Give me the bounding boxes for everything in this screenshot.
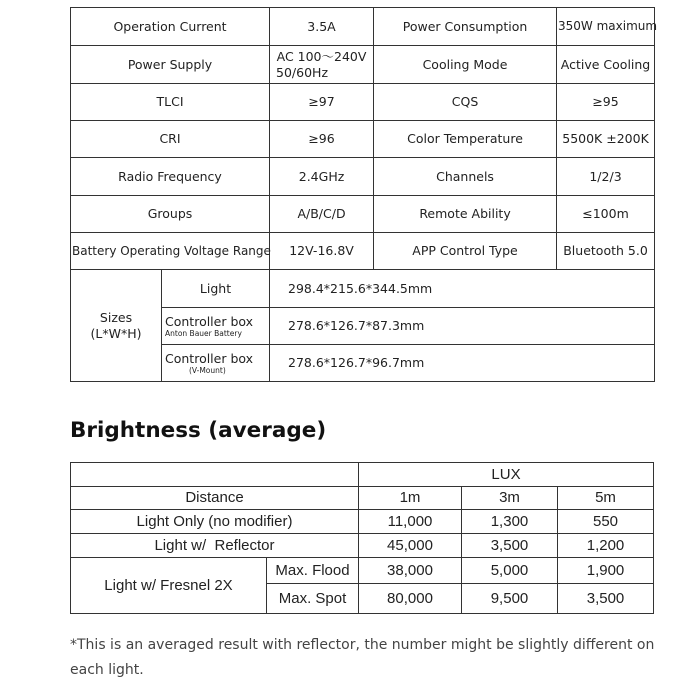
fresnel-flood-1m: 38,000 — [359, 558, 462, 584]
spec-row-sizes — [71, 270, 655, 308]
power-supply-voltage: AC 100～240V — [276, 48, 367, 64]
spec-value-cqs: ≥95 — [557, 84, 655, 121]
spec-label-sizes — [71, 270, 162, 382]
brightness-distance-row — [71, 487, 654, 510]
size-label-controller-vm — [162, 345, 270, 382]
spec-value-channels: 1/2/3 — [557, 158, 655, 196]
spec-row — [71, 196, 655, 233]
power-supply-frequency: 50/60Hz — [276, 64, 328, 80]
reflector-3m: 3,500 — [462, 534, 558, 558]
distance-label: Distance — [71, 487, 359, 510]
spec-value-cri: ≥96 — [270, 121, 374, 158]
size-label-controller-ab — [162, 308, 270, 345]
fresnel-spot-1m: 80,000 — [359, 584, 462, 614]
reflector-1m: 45,000 — [359, 534, 462, 558]
spec-row — [71, 233, 655, 270]
spec-row — [71, 84, 655, 121]
fresnel-spot-5m: 3,500 — [558, 584, 654, 614]
fresnel-spot-label: Max. Spot — [267, 584, 359, 614]
brightness-corner-cell — [71, 463, 359, 487]
distance-3m: 3m — [462, 487, 558, 510]
spec-value-remote-ability: ≤100m — [557, 196, 655, 233]
light-only-5m: 550 — [558, 510, 654, 534]
spec-value-cooling-mode: Active Cooling — [557, 46, 655, 84]
brightness-unit-row — [71, 463, 654, 487]
brightness-row-reflector — [71, 534, 654, 558]
reflector-5m: 1,200 — [558, 534, 654, 558]
controller-box-label: Controller box — [165, 314, 254, 330]
controller-box-battery-type: Anton Bauer Battery — [165, 328, 242, 338]
spec-value-color-temperature: 5500K ±200K — [557, 121, 655, 158]
fresnel-spot-3m: 9,500 — [462, 584, 558, 614]
sizes-dimension-order: (L*W*H) — [90, 325, 142, 341]
fresnel-flood-label: Max. Flood — [267, 558, 359, 584]
spec-label-cri: CRI — [71, 121, 270, 158]
brightness-row-light-only — [71, 510, 654, 534]
brightness-table — [70, 462, 654, 614]
spec-label-cooling-mode: Cooling Mode — [374, 46, 557, 84]
spec-row — [71, 121, 655, 158]
light-only-1m: 11,000 — [359, 510, 462, 534]
spec-label-power-supply: Power Supply — [71, 46, 270, 84]
spec-label-channels: Channels — [374, 158, 557, 196]
fresnel-flood-5m: 1,900 — [558, 558, 654, 584]
light-only-label: Light Only (no modifier) — [71, 510, 359, 534]
spec-label-remote-ability: Remote Ability — [374, 196, 557, 233]
brightness-footnote: *This is an averaged result with reflector, the number might be slightly different on each light. — [70, 637, 655, 678]
spec-label-groups: Groups — [71, 196, 270, 233]
spec-label-tlci: TLCI — [71, 84, 270, 121]
size-value-controller-ab: 278.6*126.7*87.3mm — [270, 308, 655, 345]
brightness-row-fresnel-flood — [71, 558, 654, 584]
spec-value-power-consumption: 350W maximum — [557, 8, 655, 46]
sizes-label: Sizes — [99, 309, 133, 325]
size-value-controller-vm: 278.6*126.7*96.7mm — [270, 345, 655, 382]
spec-label-power-consumption: Power Consumption — [374, 8, 557, 46]
reflector-label: Light w/ Reflector — [71, 534, 359, 558]
spec-label-cqs: CQS — [374, 84, 557, 121]
spec-value-groups: A/B/C/D — [270, 196, 374, 233]
spec-label-radio-frequency: Radio Frequency — [71, 158, 270, 196]
size-value-light: 298.4*215.6*344.5mm — [270, 270, 655, 308]
distance-1m: 1m — [359, 487, 462, 510]
spec-label-color-temperature: Color Temperature — [374, 121, 557, 158]
spec-row — [71, 8, 655, 46]
light-only-3m: 1,300 — [462, 510, 558, 534]
spec-row — [71, 158, 655, 196]
spec-label-battery-voltage: Battery Operating Voltage Range — [71, 233, 270, 270]
spec-row — [71, 46, 655, 84]
distance-5m: 5m — [558, 487, 654, 510]
specifications-table — [70, 7, 658, 382]
spec-value-operation-current: 3.5A — [270, 8, 374, 46]
spec-value-radio-frequency: 2.4GHz — [270, 158, 374, 196]
spec-label-operation-current: Operation Current — [71, 8, 270, 46]
fresnel-label: Light w/ Fresnel 2X — [71, 558, 267, 614]
spec-value-app-control: Bluetooth 5.0 — [557, 233, 655, 270]
brightness-unit: LUX — [359, 463, 654, 487]
spec-label-app-control: APP Control Type — [374, 233, 557, 270]
controller-box-label: Controller box — [165, 351, 254, 367]
spec-value-battery-voltage: 12V-16.8V — [270, 233, 374, 270]
spec-value-power-supply — [270, 46, 374, 84]
size-label-light: Light — [162, 270, 270, 308]
controller-box-battery-type: (V-Mount) — [189, 365, 226, 375]
spec-value-tlci: ≥97 — [270, 84, 374, 121]
fresnel-flood-3m: 5,000 — [462, 558, 558, 584]
brightness-heading: Brightness (average) — [70, 418, 327, 443]
